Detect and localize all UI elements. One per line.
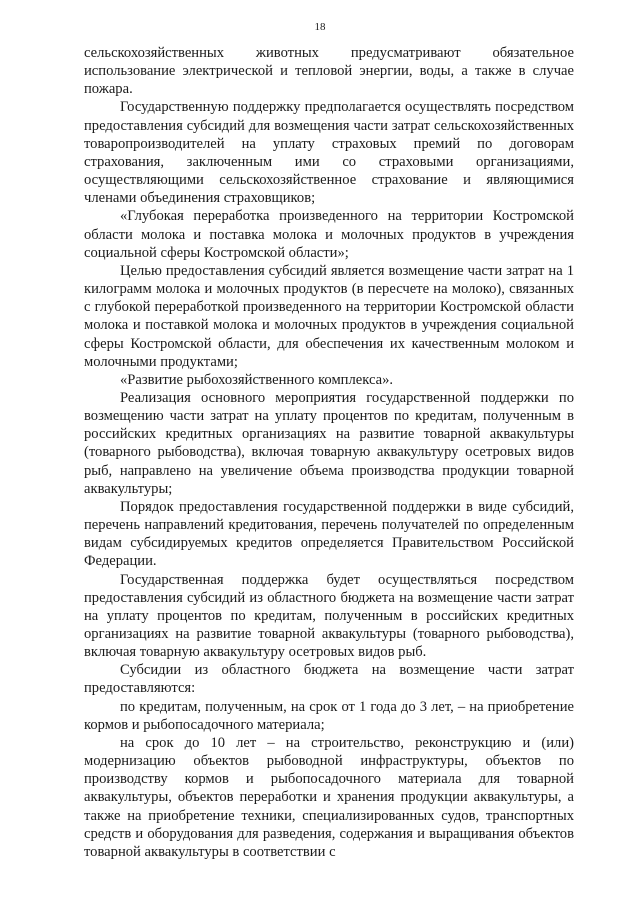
paragraph: сельскохозяйственных животных предусматривают обязательное использование электрической и тепловой энергии, воды, а также в случае пожара.	[84, 45, 574, 98]
paragraph: Реализация основного мероприятия государственной поддержки по возмещению части затрат на уплату процентов по кредитам, полученным в российских кредитных организациях на развитие товарной аквакультуры (товарного рыбоводства), включая товарную аквакультуру осетровых видов рыб, направлено на увеличение объема производства продукции товарной аквакультуры;	[84, 389, 574, 497]
paragraph: Порядок предоставления государственной поддержки в виде субсидий, перечень направлений кредитования, перечень получателей по определенным видам субсидируемых кредитов определяется Правительством Российской Федерации.	[84, 498, 574, 570]
paragraph: «Развитие рыбохозяйственного комплекса».	[120, 371, 394, 388]
paragraph: Государственную поддержку предполагается осуществлять посредством предоставления субсидий для возмещения части затрат сельскохозяйственных товаропроизводителей на уплату страховых премий по договорам страхования, заключенным ими со страховыми организациями, осуществляющими сельскохозяйственное страхование и являющимися членами объединения страховщиков;	[84, 99, 574, 207]
paragraph: по кредитам, полученным, на срок от 1 года до 3 лет, – на приобретение кормов и рыбопосадочного материала;	[84, 698, 574, 733]
paragraph: Целью предоставления субсидий является возмещение части затрат на 1 килограмм молока и молочных продуктов (в пересчете на молоко), связанных с глубокой переработкой произведенного на территории Костромской области молока и поставкой молока и молочных продуктов в учреждения социальной сферы Костромской области, для обеспечения их качественным молоком и молочными продуктами;	[84, 262, 574, 370]
document-body	[84, 44, 574, 861]
page-number: 18	[314, 21, 326, 33]
paragraph: Государственная поддержка будет осуществляться посредством предоставления субсидий из областного бюджета на возмещение части затрат на уплату процентов по кредитам, полученным в российских кредитных организациях на развитие товарной аквакультуры (товарного рыбоводства), включая товарную аквакультуру осетровых видов рыб.	[84, 571, 574, 661]
paragraph: Субсидии из областного бюджета на возмещение части затрат предоставляются:	[84, 662, 574, 697]
paragraph: на срок до 10 лет – на строительство, реконструкцию и (или) модернизацию объектов рыбоводной инфраструктуры, объектов по производству кормов и рыбопосадочного материала для товарной аквакультуры, объектов переработки и хранения продукции аквакультуры, а также на приобретение техники, специализированных судов, транспортных средств и оборудования для разведения, содержания и выращивания объектов товарной аквакультуры в соответствии с	[84, 734, 574, 860]
paragraph: «Глубокая переработка произведенного на территории Костромской области молока и поставка молока и молочных продуктов в учреждения социальной сферы Костромской области»;	[84, 208, 574, 261]
